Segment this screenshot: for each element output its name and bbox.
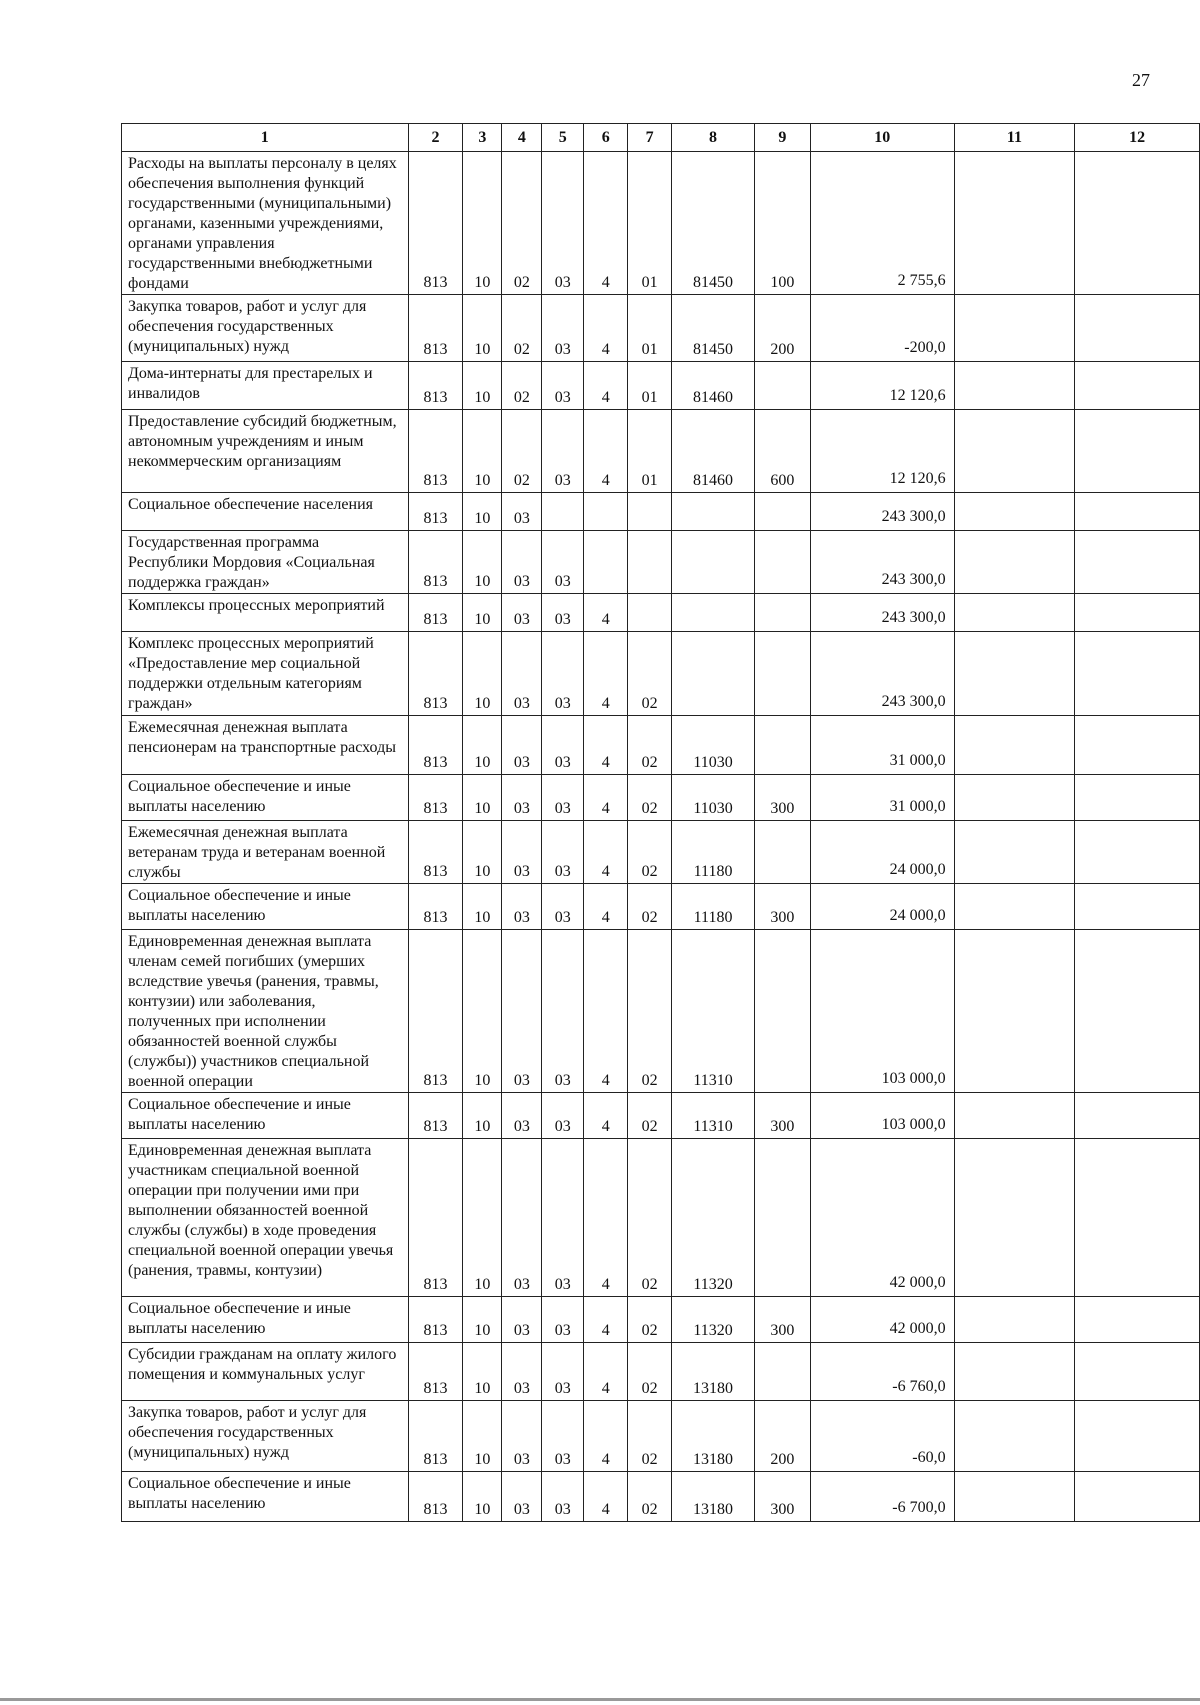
row-name-cell: Субсидии гражданам на оплату жилого помещения и коммунальных услуг: [122, 1343, 409, 1401]
empty-cell-c11: [954, 1472, 1075, 1522]
code-cell-c9: [754, 1139, 810, 1297]
code-cell-c8: [672, 531, 755, 594]
code-cell-c5: 03: [542, 1139, 584, 1297]
empty-cell-c12: [1075, 775, 1200, 821]
code-cell-c5: 03: [542, 531, 584, 594]
code-cell-c7: 02: [628, 821, 672, 884]
code-cell-c9: 100: [754, 152, 810, 295]
code-cell-c7: 02: [628, 930, 672, 1093]
code-cell-c7: 02: [628, 884, 672, 930]
code-cell-c7: 02: [628, 632, 672, 716]
code-cell-c6: 4: [584, 1139, 628, 1297]
code-cell-c8: [672, 632, 755, 716]
code-cell-c9: [754, 594, 810, 632]
code-cell-c4: 03: [502, 716, 542, 775]
code-cell-c8: 11180: [672, 884, 755, 930]
code-cell-c2: 813: [408, 821, 463, 884]
code-cell-c5: 03: [542, 1297, 584, 1343]
empty-cell-c11: [954, 1093, 1075, 1139]
table-row: [122, 493, 1200, 531]
code-cell-c2: 813: [408, 930, 463, 1093]
column-header-9: 9: [754, 124, 810, 152]
table-row: [122, 775, 1200, 821]
table-row: [122, 1343, 1200, 1401]
table-row: [122, 1401, 1200, 1472]
column-header-3: 3: [463, 124, 502, 152]
code-cell-c4: 03: [502, 531, 542, 594]
column-header-1: 1: [122, 124, 409, 152]
amount-cell: 12 120,6: [810, 410, 954, 493]
code-cell-c4: 03: [502, 1401, 542, 1472]
budget-table: [121, 123, 1200, 1522]
code-cell-c6: 4: [584, 295, 628, 362]
empty-cell-c11: [954, 1139, 1075, 1297]
empty-cell-c11: [954, 632, 1075, 716]
amount-cell: 31 000,0: [810, 775, 954, 821]
code-cell-c8: 13180: [672, 1401, 755, 1472]
empty-cell-c11: [954, 531, 1075, 594]
empty-cell-c11: [954, 1401, 1075, 1472]
empty-cell-c11: [954, 1297, 1075, 1343]
code-cell-c4: 02: [502, 152, 542, 295]
row-name-cell: Закупка товаров, работ и услуг для обеспечения государственных (муниципальных) нужд: [122, 1401, 409, 1472]
code-cell-c7: 01: [628, 410, 672, 493]
amount-cell: 243 300,0: [810, 632, 954, 716]
code-cell-c4: 03: [502, 1139, 542, 1297]
row-name-cell: Дома-интернаты для престарелых и инвалидов: [122, 362, 409, 410]
table-row: [122, 821, 1200, 884]
code-cell-c4: 03: [502, 594, 542, 632]
amount-cell: 24 000,0: [810, 884, 954, 930]
code-cell-c9: 200: [754, 1401, 810, 1472]
code-cell-c6: 4: [584, 775, 628, 821]
code-cell-c2: 813: [408, 1093, 463, 1139]
code-cell-c6: 4: [584, 410, 628, 493]
code-cell-c2: 813: [408, 594, 463, 632]
header-row: [122, 124, 1200, 152]
code-cell-c8: 11320: [672, 1139, 755, 1297]
code-cell-c4: 03: [502, 821, 542, 884]
code-cell-c8: 81460: [672, 410, 755, 493]
amount-cell: -200,0: [810, 295, 954, 362]
empty-cell-c12: [1075, 362, 1200, 410]
row-name-cell: Единовременная денежная выплата членам семей погибших (умерших вследствие увечья (ранения, травмы, контузии) или заболевания, полученных при исполнении обязанностей военной службы (службы)) участников специальной военной операции: [122, 930, 409, 1093]
code-cell-c5: 03: [542, 716, 584, 775]
code-cell-c8: 11030: [672, 716, 755, 775]
code-cell-c3: 10: [463, 410, 502, 493]
empty-cell-c12: [1075, 152, 1200, 295]
code-cell-c9: 300: [754, 1297, 810, 1343]
code-cell-c8: 81450: [672, 295, 755, 362]
code-cell-c4: 03: [502, 493, 542, 531]
code-cell-c4: 03: [502, 884, 542, 930]
row-name-cell: Социальное обеспечение и иные выплаты населению: [122, 1297, 409, 1343]
code-cell-c9: [754, 632, 810, 716]
code-cell-c8: [672, 594, 755, 632]
code-cell-c6: 4: [584, 594, 628, 632]
column-header-6: 6: [584, 124, 628, 152]
empty-cell-c12: [1075, 531, 1200, 594]
column-header-8: 8: [672, 124, 755, 152]
code-cell-c2: 813: [408, 1139, 463, 1297]
code-cell-c2: 813: [408, 362, 463, 410]
empty-cell-c12: [1075, 1401, 1200, 1472]
empty-cell-c11: [954, 821, 1075, 884]
code-cell-c2: 813: [408, 632, 463, 716]
column-header-7: 7: [628, 124, 672, 152]
row-name-cell: Социальное обеспечение и иные выплаты населению: [122, 775, 409, 821]
table-row: [122, 632, 1200, 716]
code-cell-c6: 4: [584, 930, 628, 1093]
code-cell-c3: 10: [463, 775, 502, 821]
table-row: [122, 531, 1200, 594]
code-cell-c2: 813: [408, 1401, 463, 1472]
empty-cell-c11: [954, 410, 1075, 493]
code-cell-c7: [628, 493, 672, 531]
code-cell-c7: [628, 531, 672, 594]
code-cell-c6: 4: [584, 1297, 628, 1343]
row-name-cell: Социальное обеспечение и иные выплаты населению: [122, 1093, 409, 1139]
code-cell-c9: [754, 821, 810, 884]
code-cell-c7: 01: [628, 362, 672, 410]
code-cell-c2: 813: [408, 531, 463, 594]
code-cell-c3: 10: [463, 152, 502, 295]
row-name-cell: Закупка товаров, работ и услуг для обеспечения государственных (муниципальных) нужд: [122, 295, 409, 362]
table-row: [122, 152, 1200, 295]
table-row: [122, 410, 1200, 493]
empty-cell-c12: [1075, 1297, 1200, 1343]
code-cell-c3: 10: [463, 295, 502, 362]
code-cell-c6: 4: [584, 1472, 628, 1522]
code-cell-c8: 11310: [672, 1093, 755, 1139]
code-cell-c3: 10: [463, 493, 502, 531]
column-header-4: 4: [502, 124, 542, 152]
table-row: [122, 1139, 1200, 1297]
code-cell-c7: 02: [628, 775, 672, 821]
code-cell-c6: 4: [584, 1401, 628, 1472]
code-cell-c6: 4: [584, 716, 628, 775]
code-cell-c8: 81460: [672, 362, 755, 410]
code-cell-c5: 03: [542, 1093, 584, 1139]
code-cell-c5: 03: [542, 884, 584, 930]
code-cell-c4: 03: [502, 1093, 542, 1139]
code-cell-c3: 10: [463, 930, 502, 1093]
row-name-cell: Социальное обеспечение населения: [122, 493, 409, 531]
code-cell-c4: 03: [502, 1472, 542, 1522]
code-cell-c3: 10: [463, 1343, 502, 1401]
empty-cell-c11: [954, 930, 1075, 1093]
empty-cell-c12: [1075, 930, 1200, 1093]
empty-cell-c12: [1075, 493, 1200, 531]
code-cell-c4: 03: [502, 775, 542, 821]
table-body: [122, 152, 1200, 1522]
amount-cell: 42 000,0: [810, 1297, 954, 1343]
code-cell-c2: 813: [408, 716, 463, 775]
empty-cell-c11: [954, 594, 1075, 632]
column-header-5: 5: [542, 124, 584, 152]
code-cell-c4: 02: [502, 410, 542, 493]
row-name-cell: Социальное обеспечение и иные выплаты населению: [122, 884, 409, 930]
code-cell-c2: 813: [408, 295, 463, 362]
page-number: 27: [1132, 70, 1150, 90]
code-cell-c5: 03: [542, 295, 584, 362]
code-cell-c8: 11030: [672, 775, 755, 821]
column-header-12: 12: [1075, 124, 1200, 152]
amount-cell: 42 000,0: [810, 1139, 954, 1297]
code-cell-c6: [584, 493, 628, 531]
code-cell-c7: 01: [628, 152, 672, 295]
code-cell-c3: 10: [463, 884, 502, 930]
code-cell-c9: [754, 930, 810, 1093]
code-cell-c4: 02: [502, 362, 542, 410]
code-cell-c3: 10: [463, 716, 502, 775]
table-row: [122, 1472, 1200, 1522]
amount-cell: 103 000,0: [810, 1093, 954, 1139]
empty-cell-c12: [1075, 1343, 1200, 1401]
amount-cell: -6 700,0: [810, 1472, 954, 1522]
empty-cell-c12: [1075, 821, 1200, 884]
code-cell-c5: 03: [542, 821, 584, 884]
code-cell-c5: 03: [542, 930, 584, 1093]
code-cell-c3: 10: [463, 1297, 502, 1343]
code-cell-c9: [754, 493, 810, 531]
code-cell-c6: 4: [584, 884, 628, 930]
code-cell-c9: 300: [754, 1472, 810, 1522]
code-cell-c3: 10: [463, 632, 502, 716]
code-cell-c5: 03: [542, 1343, 584, 1401]
code-cell-c8: 81450: [672, 152, 755, 295]
amount-cell: 243 300,0: [810, 594, 954, 632]
code-cell-c7: 02: [628, 716, 672, 775]
row-name-cell: Единовременная денежная выплата участникам специальной военной операции при получении ими при выполнении обязанностей военной службы (службы) в ходе проведения специальной военной операции увечья (ранения, травмы, контузии): [122, 1139, 409, 1297]
code-cell-c6: 4: [584, 362, 628, 410]
empty-cell-c12: [1075, 884, 1200, 930]
code-cell-c5: [542, 493, 584, 531]
empty-cell-c12: [1075, 632, 1200, 716]
code-cell-c9: [754, 1343, 810, 1401]
row-name-cell: Комплексы процессных мероприятий: [122, 594, 409, 632]
code-cell-c5: 03: [542, 775, 584, 821]
code-cell-c7: 01: [628, 295, 672, 362]
code-cell-c6: 4: [584, 152, 628, 295]
code-cell-c7: 02: [628, 1343, 672, 1401]
code-cell-c3: 10: [463, 1401, 502, 1472]
table-row: [122, 884, 1200, 930]
row-name-cell: Предоставление субсидий бюджетным, автономным учреждениям и иным некоммерческим организациям: [122, 410, 409, 493]
code-cell-c4: 02: [502, 295, 542, 362]
code-cell-c5: 03: [542, 1401, 584, 1472]
code-cell-c2: 813: [408, 884, 463, 930]
empty-cell-c11: [954, 775, 1075, 821]
column-header-2: 2: [408, 124, 463, 152]
column-header-11: 11: [954, 124, 1075, 152]
empty-cell-c12: [1075, 1472, 1200, 1522]
amount-cell: 31 000,0: [810, 716, 954, 775]
code-cell-c4: 03: [502, 1297, 542, 1343]
code-cell-c5: 03: [542, 1472, 584, 1522]
code-cell-c9: [754, 716, 810, 775]
empty-cell-c11: [954, 362, 1075, 410]
row-name-cell: Ежемесячная денежная выплата пенсионерам на транспортные расходы: [122, 716, 409, 775]
code-cell-c5: 03: [542, 410, 584, 493]
code-cell-c2: 813: [408, 1297, 463, 1343]
code-cell-c2: 813: [408, 152, 463, 295]
code-cell-c6: [584, 531, 628, 594]
code-cell-c9: 300: [754, 884, 810, 930]
code-cell-c3: 10: [463, 1139, 502, 1297]
empty-cell-c11: [954, 884, 1075, 930]
empty-cell-c12: [1075, 410, 1200, 493]
code-cell-c3: 10: [463, 362, 502, 410]
code-cell-c2: 813: [408, 775, 463, 821]
code-cell-c9: [754, 362, 810, 410]
table-row: [122, 594, 1200, 632]
code-cell-c4: 03: [502, 1343, 542, 1401]
page-edge-line: [0, 1698, 1200, 1701]
code-cell-c7: [628, 594, 672, 632]
empty-cell-c11: [954, 152, 1075, 295]
code-cell-c3: 10: [463, 1472, 502, 1522]
code-cell-c3: 10: [463, 531, 502, 594]
table-row: [122, 295, 1200, 362]
empty-cell-c11: [954, 295, 1075, 362]
code-cell-c4: 03: [502, 930, 542, 1093]
code-cell-c2: 813: [408, 493, 463, 531]
code-cell-c3: 10: [463, 1093, 502, 1139]
code-cell-c7: 02: [628, 1401, 672, 1472]
code-cell-c7: 02: [628, 1297, 672, 1343]
code-cell-c5: 03: [542, 152, 584, 295]
code-cell-c9: 300: [754, 775, 810, 821]
table-row: [122, 930, 1200, 1093]
empty-cell-c11: [954, 716, 1075, 775]
code-cell-c4: 03: [502, 632, 542, 716]
empty-cell-c12: [1075, 295, 1200, 362]
empty-cell-c12: [1075, 594, 1200, 632]
code-cell-c5: 03: [542, 362, 584, 410]
code-cell-c8: 11310: [672, 930, 755, 1093]
row-name-cell: Государственная программа Республики Мордовия «Социальная поддержка граждан»: [122, 531, 409, 594]
budget-table-container: [121, 123, 1200, 1522]
code-cell-c8: [672, 493, 755, 531]
amount-cell: 2 755,6: [810, 152, 954, 295]
code-cell-c3: 10: [463, 821, 502, 884]
code-cell-c9: 200: [754, 295, 810, 362]
column-header-10: 10: [810, 124, 954, 152]
code-cell-c6: 4: [584, 1343, 628, 1401]
amount-cell: -60,0: [810, 1401, 954, 1472]
empty-cell-c12: [1075, 716, 1200, 775]
code-cell-c2: 813: [408, 1343, 463, 1401]
code-cell-c6: 4: [584, 632, 628, 716]
empty-cell-c11: [954, 1343, 1075, 1401]
code-cell-c7: 02: [628, 1093, 672, 1139]
table-row: [122, 1093, 1200, 1139]
code-cell-c3: 10: [463, 594, 502, 632]
code-cell-c9: [754, 531, 810, 594]
amount-cell: 243 300,0: [810, 493, 954, 531]
code-cell-c7: 02: [628, 1139, 672, 1297]
amount-cell: 103 000,0: [810, 930, 954, 1093]
amount-cell: 12 120,6: [810, 362, 954, 410]
code-cell-c2: 813: [408, 410, 463, 493]
code-cell-c8: 13180: [672, 1472, 755, 1522]
table-row: [122, 716, 1200, 775]
amount-cell: 24 000,0: [810, 821, 954, 884]
code-cell-c6: 4: [584, 821, 628, 884]
row-name-cell: Ежемесячная денежная выплата ветеранам труда и ветеранам военной службы: [122, 821, 409, 884]
code-cell-c8: 13180: [672, 1343, 755, 1401]
code-cell-c6: 4: [584, 1093, 628, 1139]
row-name-cell: Комплекс процессных мероприятий «Предоставление мер социальной поддержки отдельным категориям граждан»: [122, 632, 409, 716]
amount-cell: 243 300,0: [810, 531, 954, 594]
code-cell-c5: 03: [542, 594, 584, 632]
code-cell-c7: 02: [628, 1472, 672, 1522]
empty-cell-c11: [954, 493, 1075, 531]
code-cell-c2: 813: [408, 1472, 463, 1522]
row-name-cell: Социальное обеспечение и иные выплаты населению: [122, 1472, 409, 1522]
row-name-cell: Расходы на выплаты персоналу в целях обеспечения выполнения функций государственными (муниципальными) органами, казенными учреждениями, органами управления государственными внебюджетными фондами: [122, 152, 409, 295]
table-row: [122, 362, 1200, 410]
empty-cell-c12: [1075, 1139, 1200, 1297]
code-cell-c9: 600: [754, 410, 810, 493]
code-cell-c8: 11180: [672, 821, 755, 884]
code-cell-c8: 11320: [672, 1297, 755, 1343]
code-cell-c9: 300: [754, 1093, 810, 1139]
amount-cell: -6 760,0: [810, 1343, 954, 1401]
code-cell-c5: 03: [542, 632, 584, 716]
table-row: [122, 1297, 1200, 1343]
empty-cell-c12: [1075, 1093, 1200, 1139]
